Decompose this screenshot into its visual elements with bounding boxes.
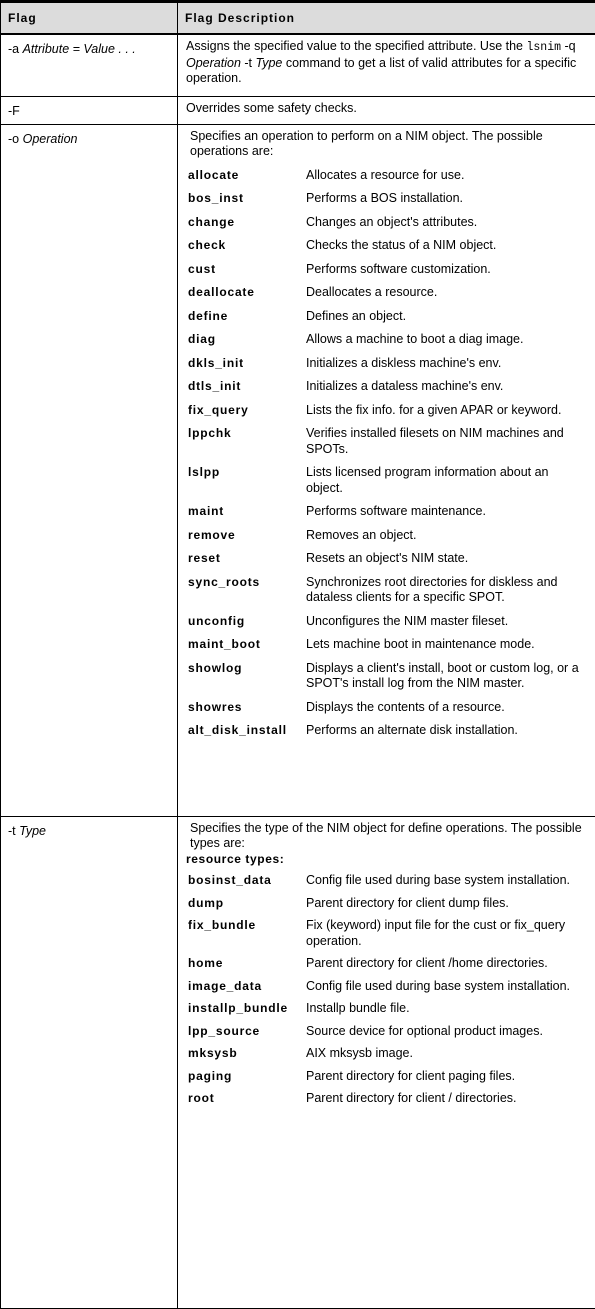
type-item-name: paging (186, 1069, 306, 1085)
type-item-description: Installp bundle file. (306, 1001, 587, 1017)
operation-item-description: Displays the contents of a resource. (306, 700, 587, 716)
operation-item-description: Lists the fix info. for a given APAR or keyword. (306, 403, 587, 419)
type-item (186, 975, 587, 998)
operation-item-name: lppchk (186, 426, 306, 442)
type-item-description: AIX mksysb image. (306, 1046, 587, 1062)
operation-item-description: Displays a client's install, boot or custom log, or a SPOT's install log from the NIM master. (306, 661, 587, 692)
description-cell: Overrides some safety checks. (178, 96, 595, 124)
type-item-name: fix_bundle (186, 918, 306, 934)
type-item (186, 892, 587, 915)
flag-name: -t (8, 824, 19, 838)
operation-item (186, 352, 587, 376)
flag-cell (1, 816, 178, 1308)
type-item-description: Parent directory for client / directories. (306, 1091, 587, 1107)
operation-item-name: diag (186, 332, 306, 348)
type-item-description: Parent directory for client dump files. (306, 896, 587, 912)
description-text: -t (241, 56, 256, 70)
operation-item (186, 571, 587, 610)
operation-item-name: alt_disk_install (186, 723, 306, 739)
operation-item (186, 375, 587, 399)
type-item-name: home (186, 956, 306, 972)
operation-item-description: Initializes a diskless machine's env. (306, 356, 587, 372)
type-item-description: Fix (keyword) input file for the cust or fix_query operation. (306, 918, 587, 949)
operation-item-name: reset (186, 551, 306, 567)
operation-item-name: check (186, 238, 306, 254)
operation-item-name: dkls_init (186, 356, 306, 372)
description-cell (178, 124, 595, 816)
description-text: command to get a list of valid attributes for a specific operation. (186, 56, 576, 86)
type-item (186, 1065, 587, 1088)
operation-item-description: Allocates a resource for use. (306, 168, 587, 184)
operation-item-name: define (186, 309, 306, 325)
resource-types-heading: resource types: (186, 852, 587, 870)
operation-item-name: unconfig (186, 614, 306, 630)
operation-item-name: remove (186, 528, 306, 544)
operation-list (186, 164, 587, 743)
flag-cell (1, 124, 178, 816)
flag-name: -a (8, 42, 23, 56)
operation-item (186, 211, 587, 235)
type-intro: Specifies the type of the NIM object for define operations. The possible types are: (186, 821, 587, 852)
flag-argument: Type (19, 824, 46, 838)
operation-item-description: Verifies installed filesets on NIM machines and SPOTs. (306, 426, 587, 457)
operation-item-description: Checks the status of a NIM object. (306, 238, 587, 254)
operation-item-name: sync_roots (186, 575, 306, 591)
table-header-row (1, 2, 595, 35)
operation-item (186, 187, 587, 211)
operation-item (186, 524, 587, 548)
operation-item-description: Defines an object. (306, 309, 587, 325)
operation-item-name: allocate (186, 168, 306, 184)
type-item-description: Source device for optional product images. (306, 1024, 587, 1040)
type-item-description: Config file used during base system installation. (306, 979, 587, 995)
operation-item-name: deallocate (186, 285, 306, 301)
flag-argument: Attribute = Value . . . (23, 42, 136, 56)
flag-column-header: Flag (1, 2, 178, 35)
operation-item (186, 461, 587, 500)
operation-item (186, 422, 587, 461)
table-row-operation (1, 124, 595, 816)
description-text: -q (561, 39, 576, 53)
operation-item-description: Performs software customization. (306, 262, 587, 278)
operation-item (186, 234, 587, 258)
type-item-name: root (186, 1091, 306, 1107)
type-item-name: mksysb (186, 1046, 306, 1062)
operation-item (186, 328, 587, 352)
type-item-description: Parent directory for client paging files. (306, 1069, 587, 1085)
type-item (186, 1087, 587, 1110)
operation-item (186, 258, 587, 282)
operation-item-name: lslpp (186, 465, 306, 481)
operation-item (186, 633, 587, 657)
operation-item-description: Synchronizes root directories for diskless and dataless clients for a specific SPOT. (306, 575, 587, 606)
operation-item-name: showres (186, 700, 306, 716)
type-item-description: Config file used during base system installation. (306, 873, 587, 889)
operation-item-name: maint_boot (186, 637, 306, 653)
type-item-name: image_data (186, 979, 306, 995)
flag-argument: Operation (23, 132, 78, 146)
operation-item-description: Performs a BOS installation. (306, 191, 587, 207)
operation-item (186, 610, 587, 634)
type-item-name: dump (186, 896, 306, 912)
command-code: lsnim (526, 41, 561, 54)
operation-intro: Specifies an operation to perform on a NIM object. The possible operations are: (186, 129, 587, 164)
description-text: Assigns the specified value to the specified attribute. Use the (186, 39, 526, 53)
type-item-name: lpp_source (186, 1024, 306, 1040)
operation-item-description: Performs software maintenance. (306, 504, 587, 520)
type-item-description: Parent directory for client /home directories. (306, 956, 587, 972)
operation-item (186, 657, 587, 696)
operation-item-name: bos_inst (186, 191, 306, 207)
operation-item-description: Removes an object. (306, 528, 587, 544)
operation-item (186, 719, 587, 743)
operation-item-name: dtls_init (186, 379, 306, 395)
argument-text: Operation (186, 56, 241, 70)
operation-item (186, 281, 587, 305)
operation-item-description: Unconfigures the NIM master fileset. (306, 614, 587, 630)
operation-item-name: cust (186, 262, 306, 278)
flag-cell (1, 34, 178, 96)
flag-name: -o (8, 132, 23, 146)
operation-item-description: Resets an object's NIM state. (306, 551, 587, 567)
description-column-header: Flag Description (178, 2, 595, 35)
operation-item-name: maint (186, 504, 306, 520)
operation-item-description: Lets machine boot in maintenance mode. (306, 637, 587, 653)
operation-item-description: Initializes a dataless machine's env. (306, 379, 587, 395)
operation-item-description: Deallocates a resource. (306, 285, 587, 301)
operation-item-description: Changes an object's attributes. (306, 215, 587, 231)
description-cell (178, 816, 595, 1308)
type-item (186, 1042, 587, 1065)
operation-item (186, 399, 587, 423)
type-item-name: bosinst_data (186, 873, 306, 889)
operation-item (186, 696, 587, 720)
operation-item (186, 547, 587, 571)
operation-item-name: showlog (186, 661, 306, 677)
operation-item (186, 164, 587, 188)
argument-text: Type (256, 56, 283, 70)
type-item (186, 952, 587, 975)
operation-item-name: change (186, 215, 306, 231)
type-item (186, 997, 587, 1020)
type-item-name: installp_bundle (186, 1001, 306, 1017)
operation-item-description: Performs an alternate disk installation. (306, 723, 587, 739)
type-list (186, 869, 587, 1110)
table-row-type (1, 816, 595, 1308)
operation-item (186, 500, 587, 524)
description-cell (178, 34, 595, 96)
operation-item-description: Allows a machine to boot a diag image. (306, 332, 587, 348)
type-item (186, 1020, 587, 1043)
operation-item (186, 305, 587, 329)
type-item (186, 914, 587, 952)
operation-item-description: Lists licensed program information about an object. (306, 465, 587, 496)
type-item (186, 869, 587, 892)
flag-cell: -F (1, 96, 178, 124)
table-row-attribute (1, 34, 595, 96)
operation-item-name: fix_query (186, 403, 306, 419)
table-row-force (1, 96, 595, 124)
